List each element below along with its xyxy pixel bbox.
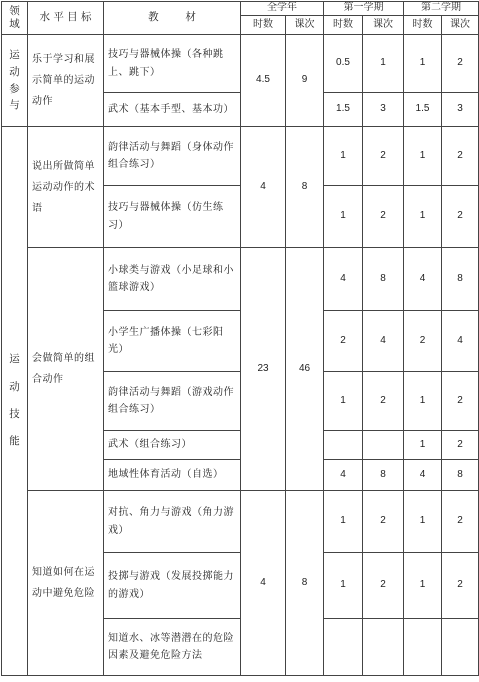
year-hours-cell: 23 <box>241 248 286 491</box>
s1-lessons-cell <box>363 619 404 676</box>
year-lessons-cell: 8 <box>286 127 324 248</box>
s2-hours-cell: 1 <box>404 372 442 431</box>
domain-skills: 运 动 技 能 <box>2 127 28 676</box>
material-cell: 韵律活动与舞蹈（游戏动作组合练习） <box>104 372 241 431</box>
curriculum-table <box>1 1 479 676</box>
s2-lessons-cell: 8 <box>442 248 479 311</box>
material-cell: 地域性体育活动（自选） <box>104 460 241 491</box>
material-cell: 对抗、角力与游戏（角力游戏） <box>104 491 241 553</box>
s2-hours-cell: 4 <box>404 460 442 491</box>
goal-cell: 乐于学习和展示简单的运动动作 <box>28 35 104 127</box>
s1-lessons-cell: 8 <box>363 460 404 491</box>
material-cell: 小学生广播体操（七彩阳光） <box>104 311 241 372</box>
year-hours-cell: 4 <box>241 491 286 676</box>
material-cell: 韵律活动与舞蹈（身体动作组合练习） <box>104 127 241 186</box>
s1-hours-cell: 1 <box>324 372 363 431</box>
material-cell: 技巧与器械体操（仿生练习） <box>104 186 241 248</box>
s2-hours-cell: 1 <box>404 431 442 460</box>
header-s2-hours: 时数 <box>404 16 442 35</box>
s1-lessons-cell: 2 <box>363 127 404 186</box>
s2-hours-cell: 1 <box>404 491 442 553</box>
s1-hours-cell: 2 <box>324 311 363 372</box>
domain-participation: 运 动 参 与 <box>2 35 28 127</box>
material-cell: 小球类与游戏（小足球和小篮球游戏） <box>104 248 241 311</box>
year-lessons-cell: 46 <box>286 248 324 491</box>
table-row <box>2 248 479 311</box>
s2-hours-cell <box>404 619 442 676</box>
s2-hours-cell: 1 <box>404 127 442 186</box>
header-goal: 水 平 目 标 <box>28 2 104 35</box>
header-year-lessons: 课次 <box>286 16 324 35</box>
s2-lessons-cell: 2 <box>442 186 479 248</box>
header-s1-lessons: 课次 <box>363 16 404 35</box>
s1-lessons-cell <box>363 431 404 460</box>
s1-lessons-cell: 3 <box>363 93 404 127</box>
header-semester-1: 第一学期 <box>324 2 404 16</box>
s2-lessons-cell: 2 <box>442 127 479 186</box>
s1-lessons-cell: 8 <box>363 248 404 311</box>
header-full-year: 全学年 <box>241 2 324 16</box>
s1-hours-cell: 1 <box>324 186 363 248</box>
s2-lessons-cell: 2 <box>442 553 479 619</box>
goal-cell: 说出所做简单运动动作的术语 <box>28 127 104 248</box>
goal-cell: 知道如何在运动中避免危险 <box>28 491 104 676</box>
year-hours-cell: 4.5 <box>241 35 286 127</box>
table-row <box>2 35 479 93</box>
header-s2-lessons: 课次 <box>442 16 479 35</box>
table-row <box>2 491 479 553</box>
header-material: 教 材 <box>104 2 241 35</box>
s2-lessons-cell: 2 <box>442 431 479 460</box>
s1-lessons-cell: 2 <box>363 186 404 248</box>
material-cell: 武术（基本手型、基本功） <box>104 93 241 127</box>
header-row-top <box>2 2 479 16</box>
year-lessons-cell: 9 <box>286 35 324 127</box>
s2-lessons-cell <box>442 619 479 676</box>
s2-hours-cell: 1 <box>404 186 442 248</box>
s1-hours-cell: 0.5 <box>324 35 363 93</box>
header-s1-hours: 时数 <box>324 16 363 35</box>
s2-lessons-cell: 2 <box>442 372 479 431</box>
s2-lessons-cell: 3 <box>442 93 479 127</box>
material-cell: 武术（组合练习） <box>104 431 241 460</box>
year-hours-cell: 4 <box>241 127 286 248</box>
s1-hours-cell <box>324 431 363 460</box>
s2-lessons-cell: 4 <box>442 311 479 372</box>
s1-lessons-cell: 4 <box>363 311 404 372</box>
s1-lessons-cell: 2 <box>363 491 404 553</box>
s2-hours-cell: 1 <box>404 553 442 619</box>
s2-lessons-cell: 8 <box>442 460 479 491</box>
s1-lessons-cell: 2 <box>363 372 404 431</box>
s1-hours-cell: 4 <box>324 248 363 311</box>
s2-lessons-cell: 2 <box>442 35 479 93</box>
s2-lessons-cell: 2 <box>442 491 479 553</box>
header-domain: 领 域 <box>2 2 28 35</box>
s1-hours-cell <box>324 619 363 676</box>
s2-hours-cell: 2 <box>404 311 442 372</box>
s2-hours-cell: 4 <box>404 248 442 311</box>
table-row <box>2 127 479 186</box>
s1-hours-cell: 4 <box>324 460 363 491</box>
header-semester-2: 第二学期 <box>404 2 479 16</box>
material-cell: 投掷与游戏（发展投掷能力的游戏） <box>104 553 241 619</box>
material-cell: 知道水、冰等潜潜在的危险因素及避免危险方法 <box>104 619 241 676</box>
header-year-hours: 时数 <box>241 16 286 35</box>
s2-hours-cell: 1 <box>404 35 442 93</box>
s1-hours-cell: 1.5 <box>324 93 363 127</box>
s1-hours-cell: 1 <box>324 491 363 553</box>
material-cell: 技巧与器械体操（各种跳上、跳下） <box>104 35 241 93</box>
s1-lessons-cell: 1 <box>363 35 404 93</box>
s1-hours-cell: 1 <box>324 553 363 619</box>
year-lessons-cell: 8 <box>286 491 324 676</box>
s1-hours-cell: 1 <box>324 127 363 186</box>
goal-cell: 会做简单的组合动作 <box>28 248 104 491</box>
s2-hours-cell: 1.5 <box>404 93 442 127</box>
s1-lessons-cell: 2 <box>363 553 404 619</box>
